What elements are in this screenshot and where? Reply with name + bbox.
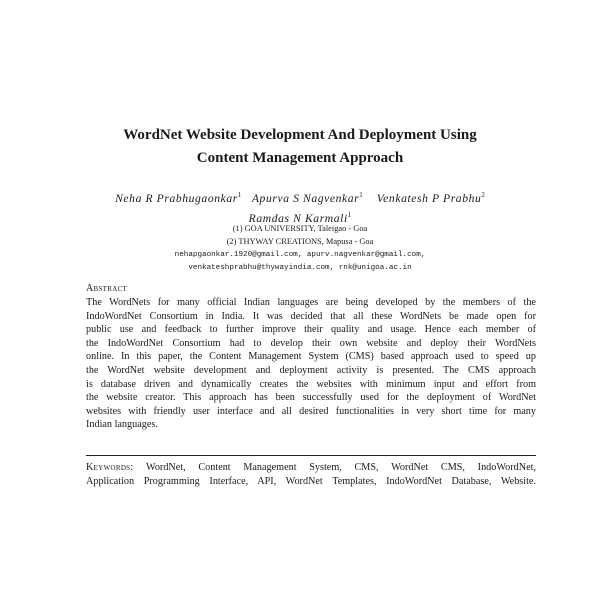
author-affiliation-mark: 1 (359, 191, 363, 199)
author-affiliation-mark: 1 (237, 191, 242, 199)
affiliation-1: (1) GOA UNIVERSITY, Taleigao - Goa (232, 224, 368, 233)
keywords-label: Keywords: (86, 462, 134, 473)
author-affiliation-mark: 2 (481, 191, 485, 199)
abstract-line: The WordNets for many official Indian languages are being developed by the members of the (86, 297, 536, 308)
title-line-2: Content Management Approach (196, 150, 404, 166)
abstract-line: public use and feedback to further improve their quality and usage. Hence each member of (86, 324, 536, 336)
email-line-2: venkateshprabhu@thywayindia.com, rnk@unigoa.ac.in (188, 264, 412, 272)
affiliations (60, 222, 540, 248)
keywords-text-2: Application Programming Interface, API, WordNet Templates, IndoWordNet Database, Website. (86, 475, 536, 487)
abstract-line: IndoWordNet Consortium in India. It was decided that all these WordNets be made open for (86, 310, 536, 322)
title-line-1: WordNet Website Development And Deployment Using (123, 127, 477, 143)
abstract-line: is database driven and dynamically creates the websites with minimum input and effort from (86, 378, 536, 390)
author-list (60, 187, 540, 227)
keywords-text-1: WordNet, Content Management System, CMS, WordNet CMS, IndoWordNet, (146, 462, 536, 473)
keywords-block (86, 461, 536, 488)
author-line-1 (60, 187, 540, 207)
abstract-line: online. In this paper, the Content Management System (CMS) based approach used to speed up (86, 351, 536, 363)
abstract-line: the WordNet website development and deployment activity is presented. The CMS approach (86, 364, 536, 376)
author-name: Venkatesh P Prabhu (376, 191, 482, 205)
abstract-body (86, 296, 536, 432)
author-name: Apurva S Nagvenkar (251, 191, 360, 205)
abstract-line: the IndoWordNet Consortium had to develop their own website and deploy their WordNets (86, 337, 536, 349)
author-affiliation-mark: 1 (347, 210, 352, 219)
section-divider (86, 455, 536, 456)
abstract-line: Indian languages. (86, 419, 158, 431)
email-line-1: nehapgaonkar.1920@gmail.com, apurv.nagvenkar@gmail.com, (174, 251, 426, 259)
abstract-heading: Abstract (86, 283, 128, 294)
paper-title (60, 124, 540, 170)
abstract-line: websites with friendly user interface and all desired functionalities in very short time for many (86, 405, 536, 417)
abstract-line: the website creator. This approach has been successfully used for the deployment of WordNet (86, 392, 536, 404)
author-name: Neha R Prabhugaonkar (115, 191, 238, 205)
author-emails (60, 249, 540, 275)
affiliation-2: (2) THYWAY CREATIONS, Mapusa - Goa (226, 237, 374, 246)
keywords-line-1 (86, 461, 536, 475)
author-name: Ramdas N Karmali (248, 211, 348, 225)
